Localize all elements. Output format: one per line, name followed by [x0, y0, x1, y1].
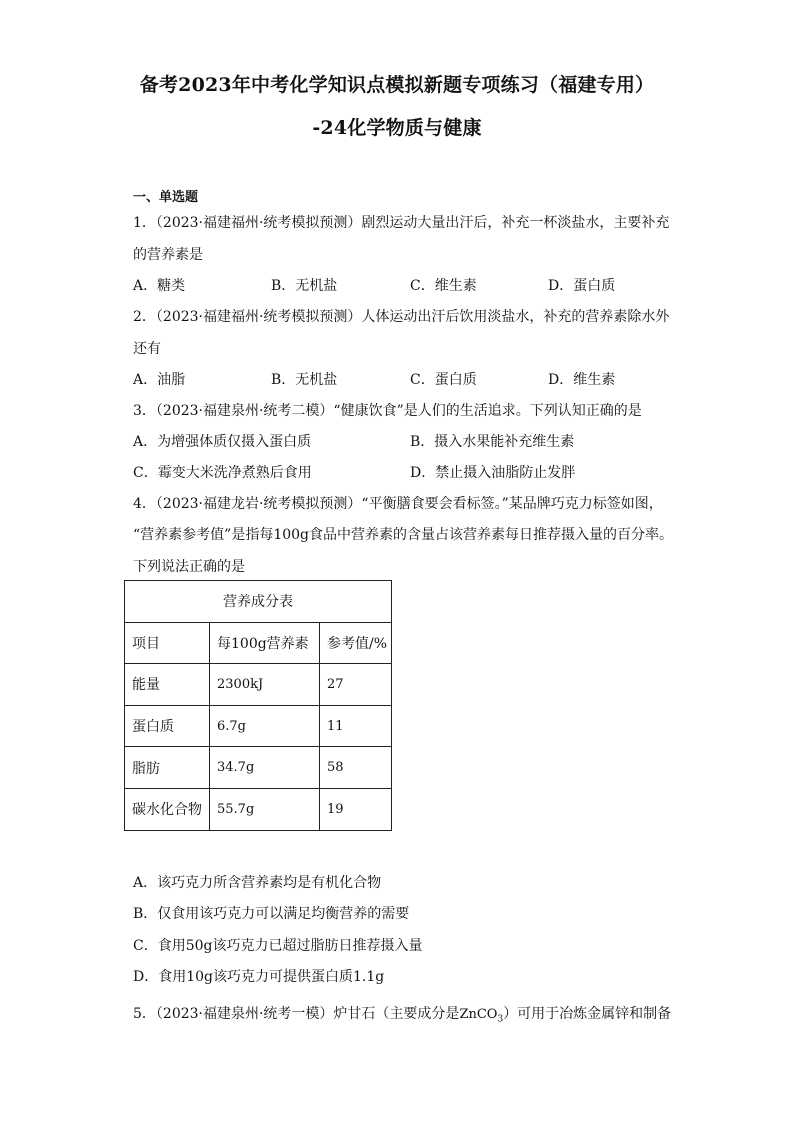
- nutrition-table: [124, 580, 392, 831]
- q2-option-d: D．维生素: [548, 372, 616, 388]
- table-cell: 11: [320, 705, 392, 747]
- q3-stem-line1: 3．（2023·福建泉州·统考二模）“健康饮食”是人们的生活追求。下列认知正确的是: [133, 403, 642, 419]
- q2-option-a: A．油脂: [133, 372, 186, 388]
- q3-option-c: C．霉变大米洗净煮熟后食用: [133, 465, 312, 481]
- q3-option-b: B．摄入水果能补充维生素: [410, 434, 575, 450]
- table-cell: 碳水化合物: [125, 788, 210, 830]
- q1-stem-line1: 1．（2023·福建福州·统考模拟预测）剧烈运动大量出汗后，补充一杯淡盐水，主要补充: [133, 215, 670, 231]
- q4-stem-line1: 4．（2023·福建龙岩·统考模拟预测）“平衡膳食要会看标签。”某品牌巧克力标签如图，: [133, 496, 663, 512]
- q1-option-d: D．蛋白质: [548, 278, 616, 294]
- table-header-cell: 每100g营养素: [210, 622, 320, 664]
- table-header-cell: 项目: [125, 622, 210, 664]
- table-row: [125, 664, 392, 706]
- q5-stem-text-before: 5．（2023·福建泉州·统考一模）炉甘石（主要成分是: [133, 1006, 460, 1022]
- q4-option-d: D．食用10g该巧克力可提供蛋白质1.1g: [133, 969, 385, 985]
- q4-option-c: C．食用50g该巧克力已超过脂肪日推荐摄入量: [133, 938, 423, 954]
- q4-stem-line2: “营养素参考值”是指每100g食品中营养素的含量占该营养素每日推荐摄入量的百分率。: [133, 527, 673, 543]
- page-subtitle: -24化学物质与健康: [312, 117, 482, 139]
- q1-option-b: B．无机盐: [271, 278, 338, 294]
- q4-option-b: B．仅食用该巧克力可以满足均衡营养的需要: [133, 906, 410, 922]
- table-cell: 6.7g: [210, 705, 320, 747]
- q5-formula-main: ZnCO: [459, 1007, 498, 1022]
- q1-stem-line2: 的营养素是: [133, 247, 203, 263]
- q1-option-a: A．糖类: [133, 278, 186, 294]
- table-cell: 蛋白质: [125, 705, 210, 747]
- table-row: [125, 788, 392, 830]
- table-row: [125, 747, 392, 789]
- q2-option-c: C．蛋白质: [410, 372, 477, 388]
- table-cell: 2300kJ: [210, 664, 320, 706]
- table-cell: 55.7g: [210, 788, 320, 830]
- table-caption: 营养成分表: [125, 581, 392, 623]
- q5-stem-line1: [133, 1003, 671, 1025]
- q2-stem-line2: 还有: [133, 341, 161, 357]
- q4-stem-line3: 下列说法正确的是: [133, 559, 245, 575]
- table-cell: 19: [320, 788, 392, 830]
- table-cell: 能量: [125, 664, 210, 706]
- q2-option-b: B．无机盐: [271, 372, 338, 388]
- section-heading: 一、单选题: [133, 190, 199, 205]
- table-header-cell: 参考值/%: [320, 622, 392, 664]
- q3-option-d: D．禁止摄入油脂防止发胖: [410, 465, 576, 481]
- table-header-row: [125, 622, 392, 664]
- table-cell: 脂肪: [125, 747, 210, 789]
- q2-stem-line1: 2．（2023·福建福州·统考模拟预测）人体运动出汗后饮用淡盐水，补充的营养素除水外: [133, 309, 670, 325]
- table-cell: 27: [320, 664, 392, 706]
- table-cell: 58: [320, 747, 392, 789]
- q5-formula-subscript: 3: [497, 1014, 504, 1025]
- q3-option-a: A．为增强体质仅摄入蛋白质: [133, 434, 312, 450]
- q4-option-a: A．该巧克力所含营养素均是有机化合物: [133, 875, 382, 891]
- table-cell: 34.7g: [210, 747, 320, 789]
- q5-formula: [459, 1007, 504, 1025]
- table-row: [125, 705, 392, 747]
- q5-stem-text-after: ）可用于冶炼金属锌和制备: [503, 1006, 672, 1022]
- page-title: 备考2023年中考化学知识点模拟新题专项练习（福建专用）: [139, 74, 655, 96]
- q1-option-c: C．维生素: [410, 278, 477, 294]
